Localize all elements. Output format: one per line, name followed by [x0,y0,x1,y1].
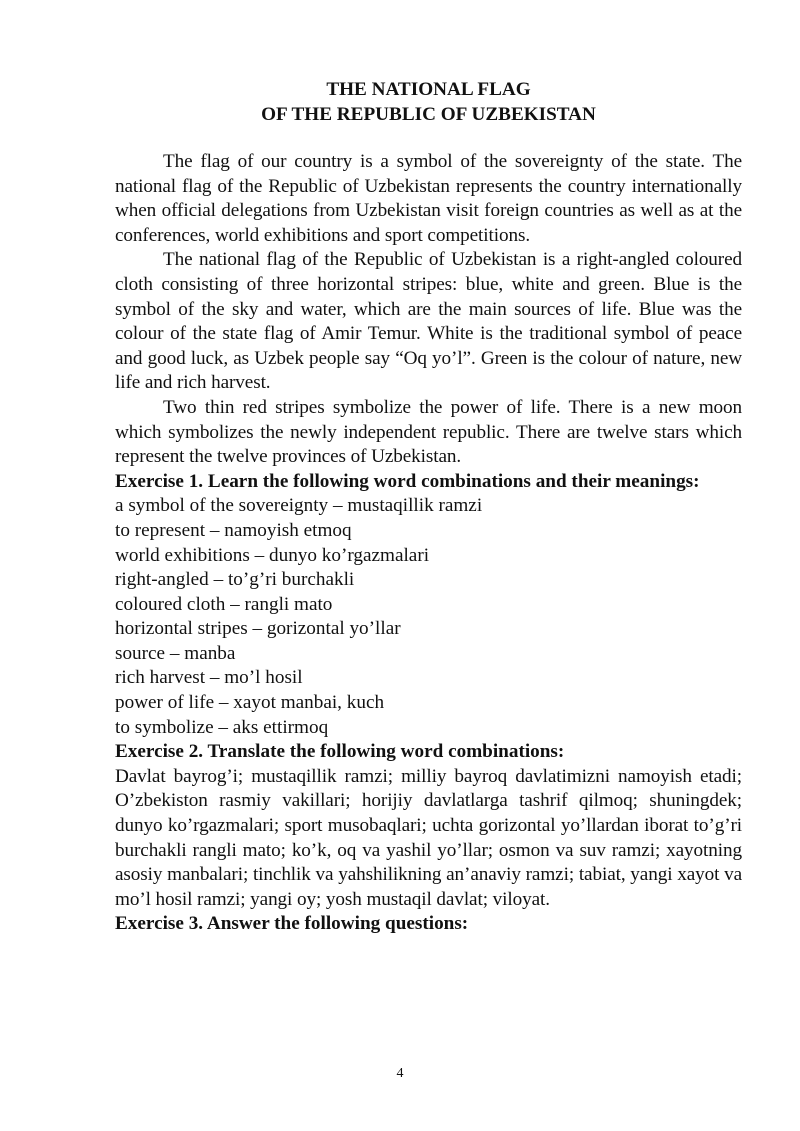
vocab-item: world exhibitions – dunyo ko’rgazmalari [115,544,430,566]
page-title [115,78,742,127]
vocab-item: to symbolize – aks ettirmoq [115,716,329,738]
vocab-item: rich harvest – mo’l hosil [115,667,303,689]
vocab-item: to represent – namoyish etmoq [115,519,352,541]
vocab-item: source – manba [115,642,236,664]
page-number: 4 [396,1066,404,1081]
title-line-1: THE NATIONAL FLAG [326,79,531,100]
paragraph-3: Two thin red stripes symbolize the power of life. There is a new moon which symbolizes the newly independent republic. There are twelve stars which represent the twelve provinces of Uzbekistan. [115,396,742,468]
exercise-3-heading: Exercise 3. Answer the following questions: [115,913,469,935]
vocabulary-list [115,494,742,740]
exercise-1-heading: Exercise 1. Learn the following word combinations and their meanings: [115,470,700,492]
title-line-2: OF THE REPUBLIC OF UZBEKISTAN [261,103,596,125]
page-content [115,78,742,937]
vocab-item: coloured cloth – rangli mato [115,593,333,615]
exercise-2-heading: Exercise 2. Translate the following word combinations: [115,741,565,763]
paragraph-1: The flag of our country is a symbol of the sovereignty of the state. The national flag of the Republic of Uzbekistan represents the country internationally when official delegations from Uzbekistan visit foreign countries as well as at the conferences, world exhibitions and sport competitions. [115,151,742,246]
vocab-item: horizontal stripes – gorizontal yo’llar [115,618,401,640]
paragraph-2: The national flag of the Republic of Uzbekistan is a right-angled coloured cloth consisting of three horizontal stripes: blue, white and green. Blue is the symbol of the sky and water, which are the main sources of life. Blue was the colour of the state flag of Amir Temur. White is the traditional symbol of peace and good luck, as Uzbek people say “Oq yo’l”. Green is the colour of nature, new life and rich harvest. [115,249,742,394]
vocab-item: a symbol of the sovereignty – mustaqillik ramzi [115,495,483,517]
exercise-2-text: Davlat bayrog’i; mustaqillik ramzi; milliy bayroq davlatimizni namoyish etadi; O’zbekiston rasmiy vakillari; horijiy davlatlarga tashrif qilmoq; shuningdek; dunyo ko’rgazmalari; sport musobaqlari; uchta gorizontal yo’llardan iborat to’g’ri burchakli rangli mato; ko’k, oq va yashil yo’llar; osmon va suv ramzi; xayotning asosiy manbalari; tinchlik va yahshilikning an’anaviy ramzi; tabiat, yangi xayot va mo’l hosil ramzi; yangi oy; yosh mustaqil davlat; viloyat. [115,765,742,910]
vocab-item: right-angled – to’g’ri burchakli [115,569,355,591]
vocab-item: power of life – xayot manbai, kuch [115,692,385,714]
